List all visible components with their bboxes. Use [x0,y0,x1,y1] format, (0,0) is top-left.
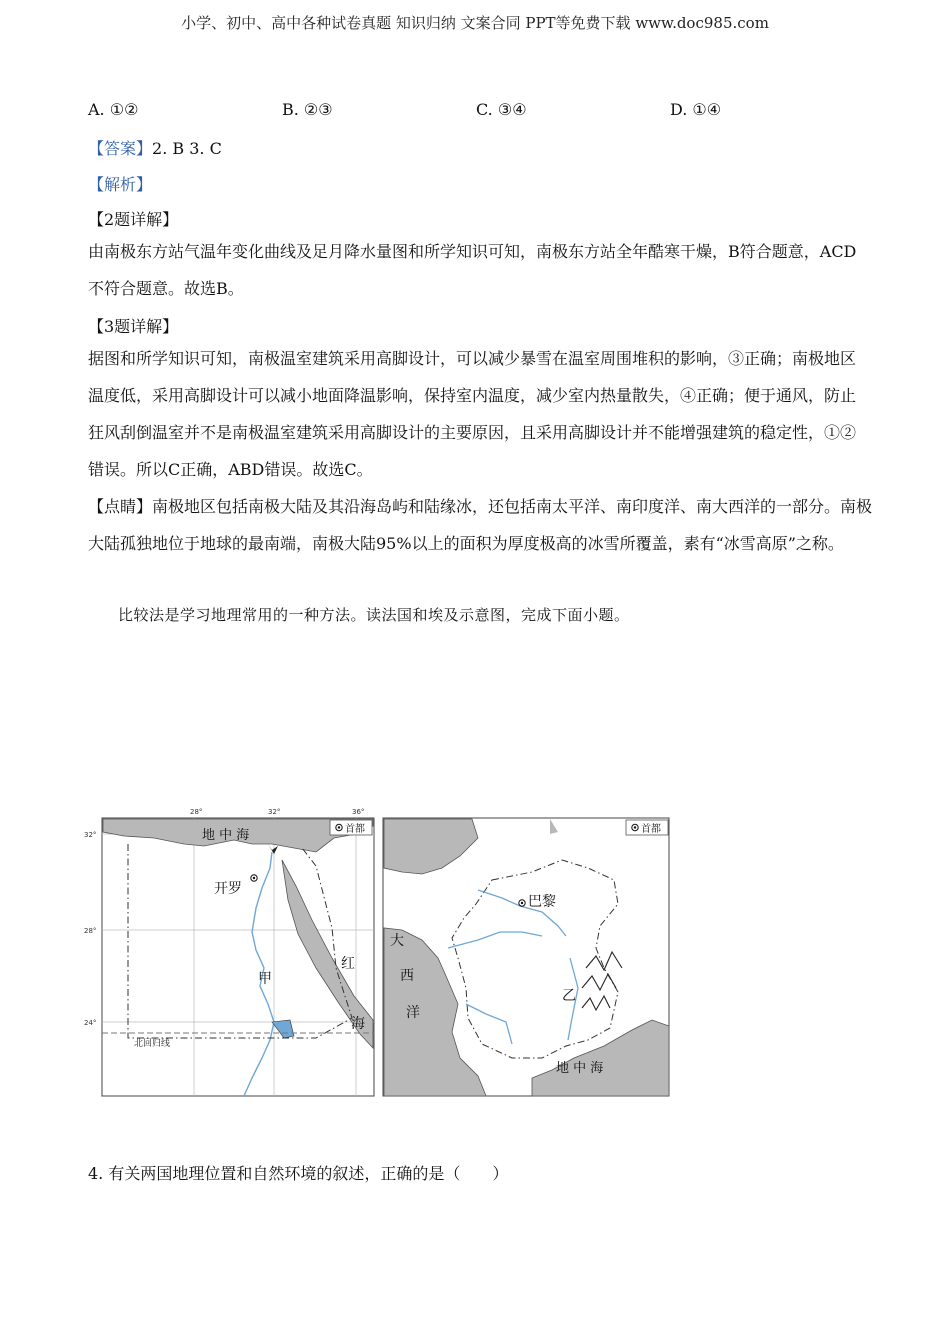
q3-title: 【3题详解】 [88,317,179,336]
capital-label: 开罗 [214,881,242,897]
tip-block [88,488,878,562]
tropic-label: 北回归线 [134,1039,171,1049]
tip-body: 南极地区包括南极大陆及其沿海岛屿和陆缘冰，还包括南太平洋、南印度洋、南大西洋的一部分。南极大陆孤独地位于地球的最南端，南极大陆95%以上的面积为厚度极高的冰雪所覆盖，素有“冰雪高原”之称。 [88,497,873,553]
sea-label: 地 中 海 [202,828,250,843]
lon-label-32: 32° [268,808,281,816]
intro-text: 比较法是学习地理常用的一种方法。读法国和埃及示意图，完成下面小题。 [118,606,630,624]
france-map [382,808,672,1098]
mountain-label: 乙 [562,988,576,1004]
river-label: 甲 [258,971,272,987]
option-d: D. ①④ [670,100,722,119]
analysis-tag: 【解析】 [88,175,153,194]
tip-tag: 【点睛】 [88,497,153,516]
atlantic-label-3: 洋 [406,1005,420,1021]
q3-body: 据图和所学知识可知，南极温室建筑采用高脚设计，可以减少暴雪在温室周围堆积的影响，③正确；南极地区温度低，采用高脚设计可以减小地面降温影响，保持室内温度，减少室内热量散失，④正确；便于通风，防止狂风刮倒温室并不是南极温室建筑采用高脚设计的主要原因，且采用高脚设计并不能增强建筑的稳定性，①②错误。所以C正确，ABD错误。故选C。 [88,349,857,479]
legend-label: 首都 [345,824,365,835]
atlantic-label-2: 西 [400,968,414,984]
option-b: B. ②③ [282,100,333,119]
option-c: C. ③④ [476,100,527,119]
sea-label: 地 中 海 [556,1061,604,1076]
lon-label-28: 28° [190,808,203,816]
lon-label-36: 36° [352,808,365,816]
question-4: 4. 有关两国地理位置和自然环境的叙述，正确的是（ ） [88,1164,509,1183]
lat-label-32: 32° [84,831,97,839]
answer-tag: 【答案】 [88,139,153,158]
q2-title: 【2题详解】 [88,210,179,229]
red-sea-label-2: 海 [351,1016,365,1032]
answer-text: 2. B 3. C [152,139,222,158]
egypt-map [84,808,376,1098]
lat-label-24: 24° [84,1019,97,1027]
lat-label-28: 28° [84,927,97,935]
legend-label: 首都 [641,824,661,835]
red-sea-label-1: 红 [341,956,355,972]
q2-body: 由南极东方站气温年变化曲线及足月降水量图和所学知识可知，南极东方站全年酷寒干燥，B符合题意，ACD不符合题意。故选B。 [88,242,857,298]
map-frame [102,818,374,1096]
capital-label: 巴黎 [528,894,556,910]
option-a: A. ①② [88,100,139,119]
atlantic-label-1: 大 [390,933,404,949]
page-header: 小学、初中、高中各种试卷真题 知识归纳 文案合同 PPT等免费下载 www.doc985.com [181,14,769,32]
answer-line [88,136,222,159]
